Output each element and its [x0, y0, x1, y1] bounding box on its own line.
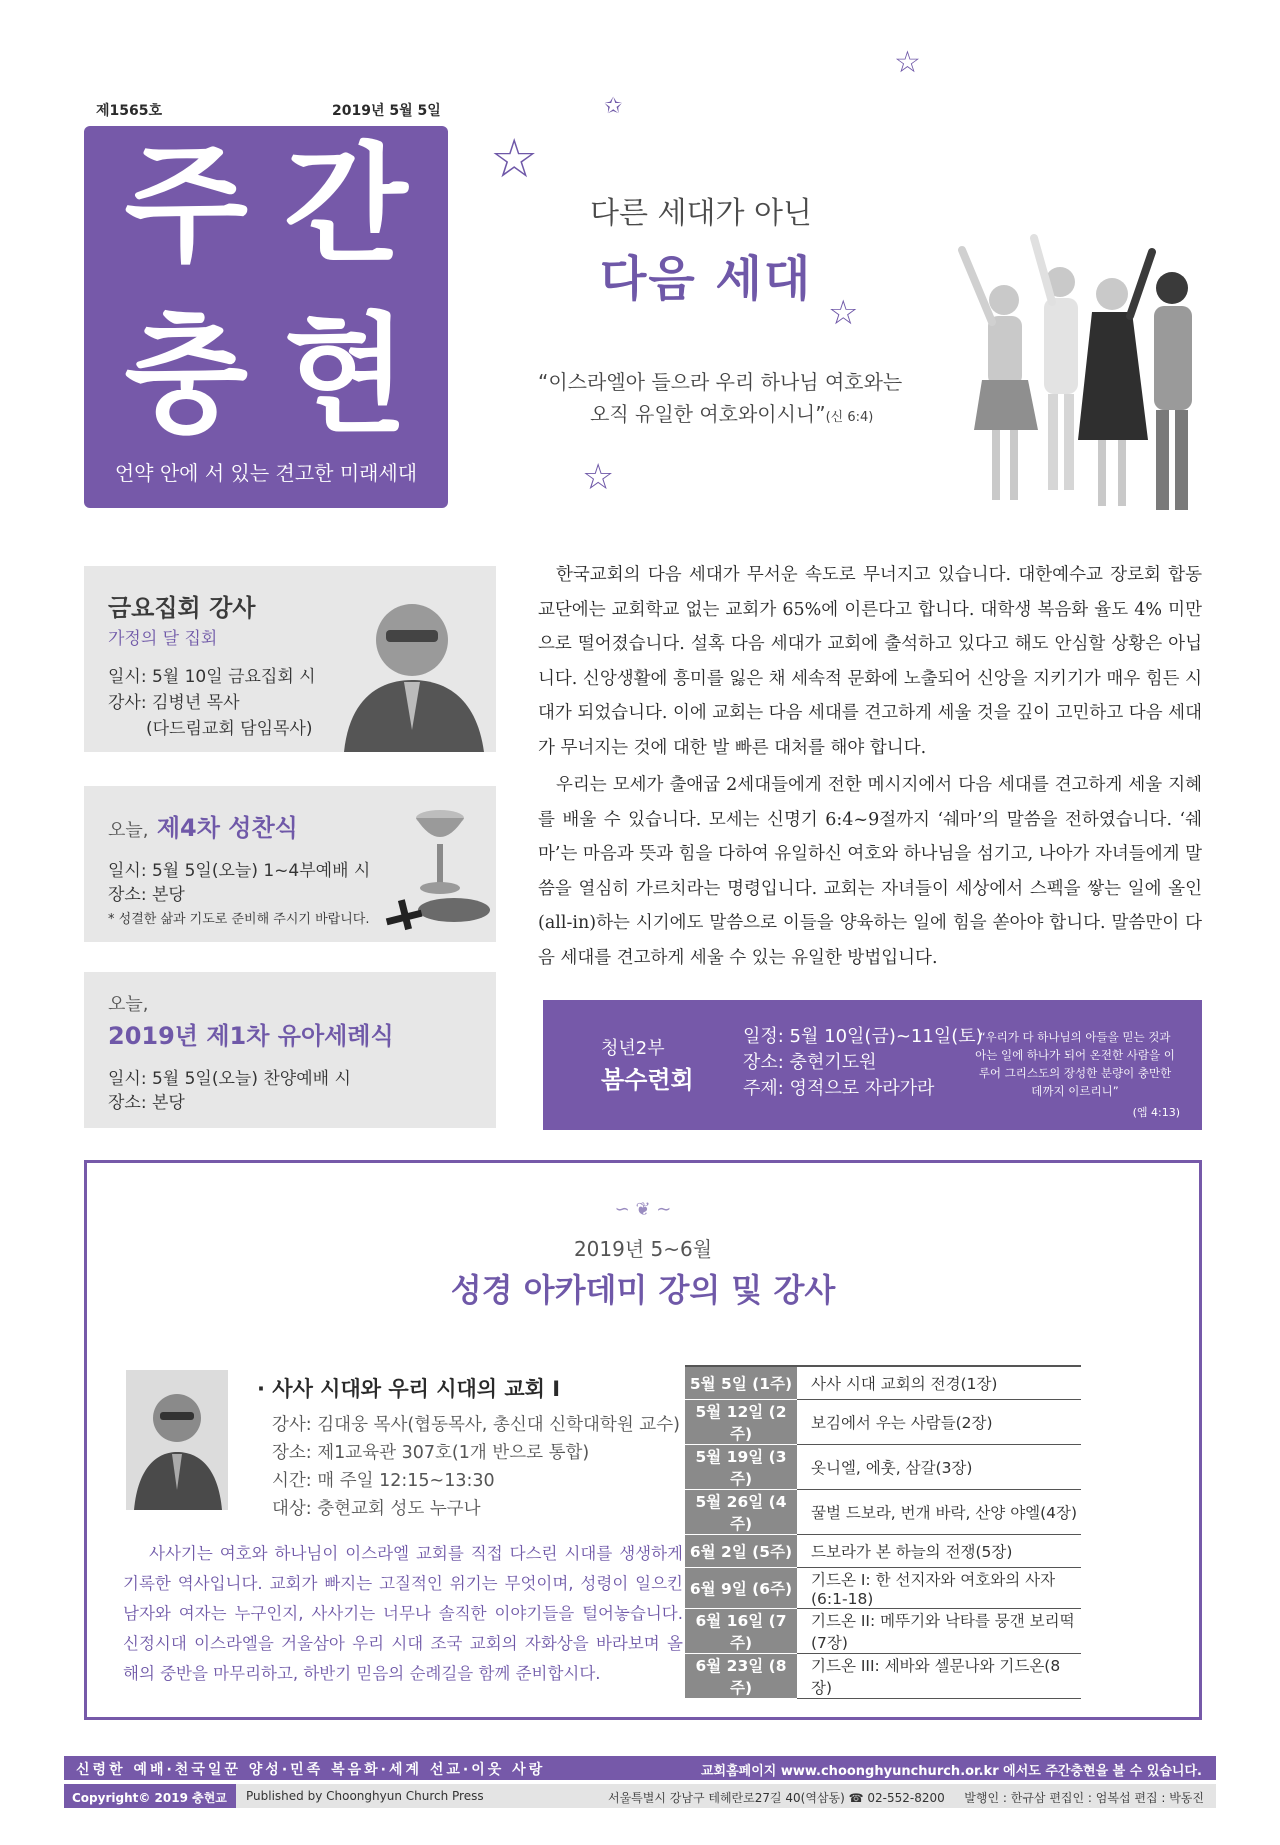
lecture-audience: 대상: 충현교회 성도 누구나: [272, 1499, 481, 1519]
footer-info-bar: [64, 1784, 1216, 1822]
friday-meeting-speaker: 강사: 김병년 목사: [108, 693, 240, 713]
communion-place: 장소: 본당: [108, 885, 185, 905]
lecture-time: 시간: 매 주일 12:15~13:30: [272, 1471, 495, 1491]
communion-title: 제4차 성찬식: [156, 814, 298, 842]
masthead-title-line2: 충현: [124, 301, 444, 450]
schedule-topic: 기드온 II: 메뚜기와 낙타를 뭉갠 보리떡(7장): [797, 1608, 1081, 1653]
schedule-date: 6월 2일 (5주): [685, 1534, 797, 1567]
lecture-title: · 사사 시대와 우리 시대의 교회 I: [257, 1377, 561, 1401]
friday-meeting-date: 일시: 5월 10일 금요집회 시: [108, 667, 316, 687]
friday-meeting-subtitle: 가정의 달 집회: [108, 629, 218, 649]
hero-quote-reference: (신 6:4): [825, 410, 874, 425]
retreat-verse-reference: (엡 4:13): [1132, 1106, 1180, 1119]
academy-title: 성경 아카데미 강의 및 강사: [450, 1271, 836, 1309]
issue-number: 제1565호: [96, 103, 163, 119]
hero-title: 다음 세대: [600, 251, 813, 307]
article-paragraph-2: [538, 768, 1202, 976]
chalice-icon: [384, 804, 494, 936]
infant-baptism-place: 장소: 본당: [108, 1093, 185, 1113]
lecture-description: 사사기는 여호와 하나님이 이스라엘 교회를 직접 다스린 시대를 생생하게 기록한 역사입니다. 교회가 빠지는 고질적인 위기는 무엇이며, 성령이 일으킨 남자와 여자는 누구인지, 사사기는 너무나 솔직한 이야기들을 털어놓습니다. 신정시대 이스라엘을 거울삼아 우리 시대 조국 교회의 자화상을 바라보며 올 해의 중반을 마무리하고, 하반기 믿음의 순례길을 함께 준비합시다.: [123, 1544, 683, 1683]
masthead: [84, 126, 448, 508]
issue-date: 2019년 5월 5일: [332, 103, 441, 119]
retreat-verse: “우리가 다 하나님의 아들을 믿는 것과 아는 일에 하나가 되어 온전한 사람을 이루어 그리스도의 장성한 분량이 충만한 데까지 이르리니”: [975, 1030, 1175, 1098]
communion-box: [84, 786, 496, 942]
publisher: Published by Choonghyun Church Press: [246, 1789, 484, 1803]
schedule-row: [685, 1489, 1081, 1534]
editorial-staff: 발행인 : 한규삼 편집인 : 엄복섭 편집 : 박동진: [964, 1791, 1204, 1805]
schedule-row: [685, 1444, 1081, 1489]
schedule-topic: 꿀벌 드보라, 번개 바락, 산양 야엘(4장): [797, 1489, 1081, 1534]
infant-baptism-box: [84, 972, 496, 1128]
retreat-title: 봄수련회: [601, 1066, 694, 1094]
schedule-row: [685, 1608, 1081, 1653]
lecture-speaker: 강사: 김대웅 목사(협동목사, 총신대 신학대학원 교수): [272, 1415, 680, 1435]
schedule-topic: 기드온 I: 한 선지자와 여호와의 사자(6:1-18): [797, 1567, 1081, 1608]
retreat-theme: 주제: 영적으로 자라가라: [743, 1078, 935, 1099]
schedule-date: 6월 9일 (6주): [685, 1567, 797, 1608]
communion-heading: [108, 808, 298, 843]
children-photo: [952, 230, 1222, 530]
schedule-topic: 기드온 III: 세바와 셀문나와 기드온(8장): [797, 1653, 1081, 1698]
schedule-row: [685, 1567, 1081, 1608]
infant-baptism-date: 일시: 5월 5일(오늘) 찬양예배 시: [108, 1069, 351, 1089]
star-icon: ☆: [490, 127, 539, 190]
masthead-title-line1: 주간: [124, 131, 444, 280]
schedule-row: [685, 1366, 1081, 1399]
star-icon: ☆: [894, 45, 921, 80]
infant-baptism-prefix: 오늘,: [108, 994, 149, 1015]
hero-quote-line2: [590, 398, 873, 427]
communion-prefix: 오늘,: [108, 820, 149, 841]
schedule-topic: 옷니엘, 에훗, 삼갈(3장): [797, 1444, 1081, 1489]
retreat-place: 장소: 충현기도원: [743, 1052, 877, 1073]
schedule-date: 6월 16일 (7주): [685, 1608, 797, 1653]
retreat-group: 청년2부: [601, 1038, 665, 1059]
copyright: Copyright© 2019 충현교회: [64, 1784, 236, 1808]
footer-motto-bar: [64, 1756, 1216, 1780]
bible-academy-box: [84, 1160, 1202, 1720]
hero-quote-line1: “이스라엘아 들으라 우리 하나님 여호와는: [538, 370, 903, 394]
lecture-schedule-table: [685, 1365, 1081, 1699]
schedule-topic: 드보라가 본 하늘의 전쟁(5장): [797, 1534, 1081, 1567]
schedule-date: 5월 26일 (4주): [685, 1489, 797, 1534]
youth-retreat-box: [543, 1000, 1202, 1130]
communion-note: * 성결한 삶과 기도로 준비해 주시기 바랍니다.: [108, 912, 370, 927]
communion-date: 일시: 5월 5일(오늘) 1~4부예배 시: [108, 861, 371, 881]
schedule-date: 6월 23일 (8주): [685, 1653, 797, 1698]
schedule-date: 5월 5일 (1주): [685, 1366, 797, 1399]
article-paragraph-1-text: 한국교회의 다음 세대가 무서운 속도로 무너지고 있습니다. 대한예수교 장로회 합동교단에는 교회학교 없는 교회가 65%에 이른다고 합니다. 대학생 복음화 율도 4% 미만으로 떨어졌습니다. 설혹 다음 세대가 교회에 출석하고 있다고 해도 안심할 상황은 아닙니다. 신앙생활에 흥미를 잃은 채 세속적 문화에 노출되어 신앙을 지키기가 매우 힘든 시대가 되었습니다. 이에 교회는 다음 세대를 견고하게 세울 것을 깊이 고민하고 다음 세대가 무너지는 것에 대한 발 빠른 대처를 해야 합니다.: [538, 565, 1202, 758]
friday-meeting-speaker-church: (다드림교회 담임목사): [146, 719, 313, 739]
lecturer-photo: [126, 1370, 228, 1510]
star-icon: ✩: [604, 94, 623, 119]
lecture-place: 장소: 제1교육관 307호(1개 반으로 통합): [272, 1443, 590, 1463]
ornament-divider: ∽ ❦ ∼: [614, 1199, 672, 1220]
academy-period: 2019년 5~6월: [573, 1237, 713, 1261]
schedule-topic: 사사 시대 교회의 전경(1장): [797, 1366, 1081, 1399]
article-paragraph-1: [538, 558, 1202, 766]
church-motto: 신령한 예배·천국일꾼 양성·민족 복음화·세계 선교·이웃 사랑: [76, 1762, 546, 1778]
schedule-row: [685, 1653, 1081, 1698]
article-paragraph-2-text: 우리는 모세가 출애굽 2세대들에게 전한 메시지에서 다음 세대를 견고하게 세울 지혜를 배울 수 있습니다. 모세는 신명기 6:4~9절까지 ‘쉐마’의 말씀을 전하였습니다. ‘쉐마’는 마음과 뜻과 힘을 다하여 유일하신 여호와 하나님을 섬기고, 나아가 자녀들에게 말씀을 열심히 가르치라는 명령입니다. 교회는 자녀들이 세상에서 스펙을 쌓는 일에 올인(all-in)하는 시기에도 말씀으로 이들을 양육하는 일에 힘을 쏟아야 합니다. 말씀만이 다음 세대를 견고하게 세울 수 있는 유일한 방법입니다.: [538, 775, 1202, 968]
star-icon: ☆: [828, 293, 859, 333]
website-notice: 교회홈페이지 www.choonghyunchurch.or.kr 에서도 주간충현을 볼 수 있습니다.: [700, 1764, 1202, 1779]
schedule-date: 5월 19일 (3주): [685, 1444, 797, 1489]
masthead-subtitle: 언약 안에 서 있는 견고한 미래세대: [114, 461, 418, 485]
schedule-row: [685, 1399, 1081, 1444]
hero-pretitle: 다른 세대가 아닌: [590, 196, 812, 231]
schedule-row: [685, 1534, 1081, 1567]
star-icon: ☆: [582, 457, 615, 498]
friday-meeting-title: 금요집회 강사: [108, 594, 256, 622]
retreat-date: 일정: 5월 10일(금)~11일(토): [743, 1026, 983, 1047]
church-address: 서울특별시 강남구 테헤란로27길 40(역삼동) ☎ 02-552-8200: [608, 1791, 945, 1805]
hero-quote-text: 오직 유일한 여호와이시니”: [590, 402, 826, 426]
schedule-date: 5월 12일 (2주): [685, 1399, 797, 1444]
speaker-photo: [320, 580, 492, 752]
friday-meeting-box: [84, 566, 496, 752]
schedule-topic: 보김에서 우는 사람들(2장): [797, 1399, 1081, 1444]
infant-baptism-title: 2019년 제1차 유아세례식: [108, 1022, 394, 1050]
